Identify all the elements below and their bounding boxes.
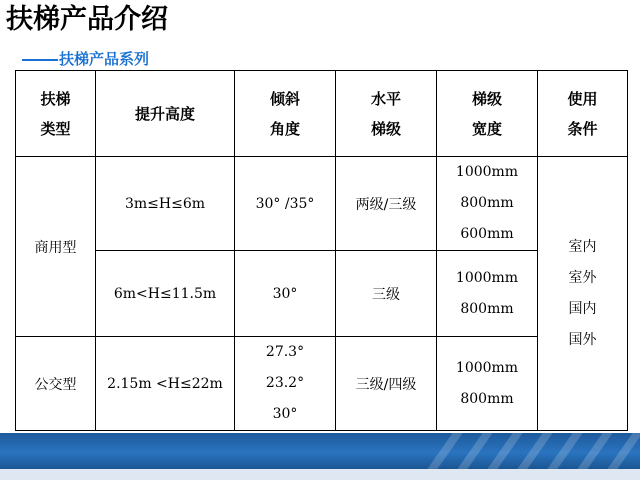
step-width-cell: 1000mm 800mm [437,337,538,431]
level-steps-cell: 三级 [336,251,437,337]
rise-cell: 3m≤H≤6m [96,157,235,251]
table-row [16,251,628,337]
footer-stripe [577,433,612,469]
header-step-width: 梯级 宽度 [437,71,538,157]
footer-stripe [517,433,552,469]
step-width-cell: 1000mm 800mm 600mm [437,157,538,251]
page-title: 扶梯产品介绍 [6,4,168,35]
footer-band [0,433,640,469]
conditions-cell: 室内 室外 国内 国外 [538,157,628,431]
rise-cell: 2.15m <H≤22m [96,337,235,431]
subtitle-dash [22,59,58,61]
footer-bottom-strip [0,469,640,480]
footer-stripe [547,433,582,469]
level-steps-cell: 三级/四级 [336,337,437,431]
table-row [16,337,628,431]
table-header-row [16,71,628,157]
rise-cell: 6m<H≤11.5m [96,251,235,337]
footer-stripe [487,433,522,469]
angle-cell: 30° [235,251,336,337]
type-public-cell: 公交型 [16,337,96,431]
level-steps-cell: 两级/三级 [336,157,437,251]
header-level-steps: 水平 梯级 [336,71,437,157]
footer-stripe [427,433,462,469]
step-width-cell: 1000mm 800mm [437,251,538,337]
angle-cell: 30° /35° [235,157,336,251]
header-type: 扶梯 类型 [16,71,96,157]
section-subtitle [22,49,149,69]
angle-cell: 27.3° 23.2° 30° [235,337,336,431]
type-commercial-cell: 商用型 [16,157,96,337]
subtitle-text: 扶梯产品系列 [59,50,150,68]
header-conditions: 使用 条件 [538,71,628,157]
footer-stripe [457,433,492,469]
header-rise: 提升高度 [96,71,235,157]
header-angle: 倾斜 角度 [235,71,336,157]
table-row [16,157,628,251]
escalator-spec-table [15,70,628,431]
footer-stripe [607,433,640,469]
